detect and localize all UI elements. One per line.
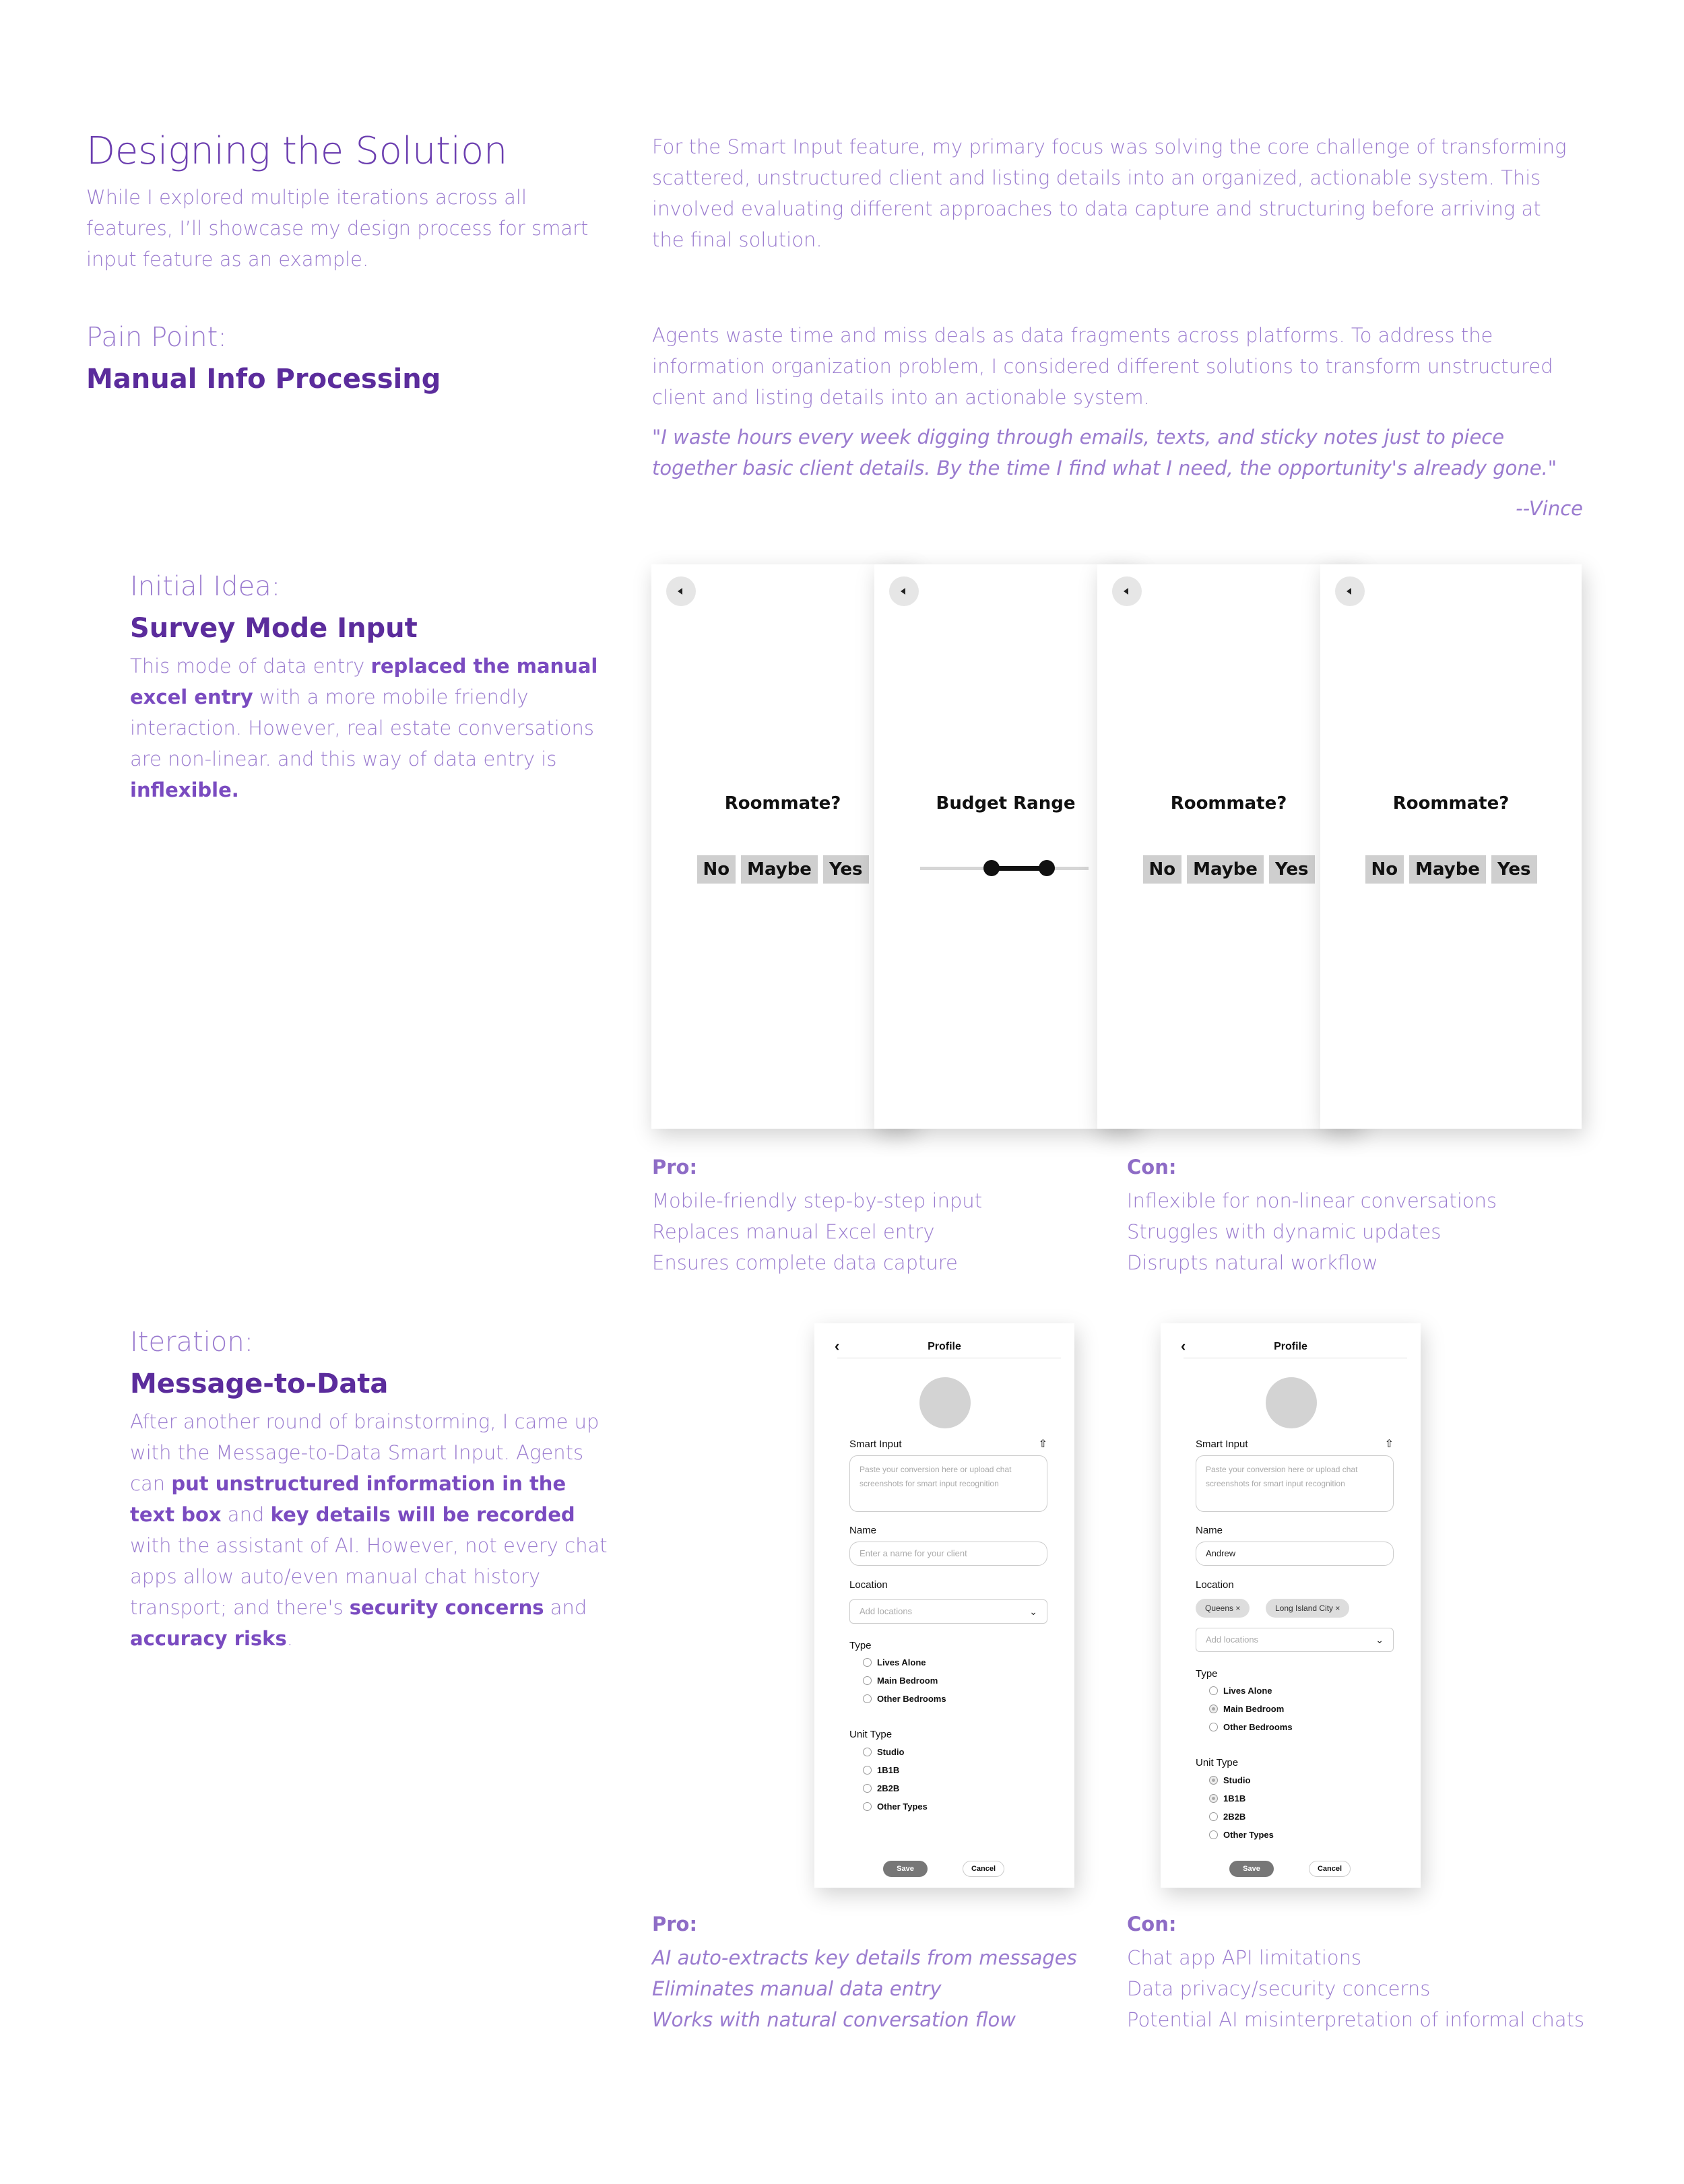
slider-min-handle[interactable] bbox=[983, 860, 1000, 876]
cancel-button[interactable]: Cancel bbox=[963, 1861, 1004, 1877]
pro-item: Replaces manual Excel entry bbox=[652, 1220, 935, 1243]
close-icon[interactable]: × bbox=[1235, 1603, 1241, 1613]
type-option-selected[interactable]: Main Bedroom bbox=[1209, 1704, 1284, 1714]
name-input[interactable]: Andrew bbox=[1196, 1542, 1394, 1566]
pro-item: AI auto-extracts key details from messages bbox=[652, 1946, 1077, 1969]
type-option[interactable]: Lives Alone bbox=[863, 1657, 926, 1667]
location-chip[interactable]: Long Island City × bbox=[1266, 1599, 1349, 1618]
form-title: Profile bbox=[1274, 1341, 1307, 1352]
unit-type-option-selected[interactable]: Studio bbox=[1209, 1775, 1250, 1785]
location-placeholder: Add locations bbox=[1206, 1634, 1259, 1645]
quote-author: --Vince bbox=[1516, 497, 1583, 520]
unit-type-option[interactable]: Other Types bbox=[863, 1801, 928, 1812]
back-arrow-icon[interactable] bbox=[666, 576, 696, 606]
con-item: Struggles with dynamic updates bbox=[1127, 1220, 1442, 1243]
con-item: Data privacy/security concerns bbox=[1127, 1977, 1431, 2000]
radio-icon bbox=[1209, 1812, 1218, 1821]
option-yes[interactable]: Yes bbox=[823, 855, 869, 884]
iteration-text: After another round of brainstorming, I came up with the Message-to-Data Smart Input. Agents can put unstructured information in the text box and key details will be recorded with the assistant of AI. However, not every chat apps allow auto/even manual chat history transport; and there's security concerns and accuracy risks. bbox=[130, 1410, 608, 1650]
initial-idea-label: Initial Idea: bbox=[130, 571, 281, 602]
location-chip[interactable]: Queens × bbox=[1196, 1599, 1250, 1618]
survey-question: Roommate? bbox=[724, 793, 841, 814]
back-arrow-icon[interactable] bbox=[1335, 576, 1365, 606]
user-quote: "I waste hours every week digging through emails, texts, and sticky notes just to piece together basic client details. By the time I find what I need, the opportunity's already gone." bbox=[652, 426, 1557, 479]
smart-input-label: Smart Input bbox=[849, 1438, 902, 1450]
type-label: Type bbox=[849, 1640, 872, 1651]
name-label: Name bbox=[849, 1525, 877, 1536]
pro-list bbox=[652, 1185, 982, 1278]
option-no[interactable]: No bbox=[697, 855, 736, 884]
unit-type-label: Unit Type bbox=[1196, 1757, 1239, 1768]
radio-icon bbox=[863, 1748, 872, 1756]
con-heading: Con: bbox=[1127, 1913, 1177, 1935]
iteration-label: Iteration: bbox=[130, 1327, 254, 1358]
slider-max-handle[interactable] bbox=[1039, 860, 1055, 876]
location-label: Location bbox=[1196, 1579, 1234, 1591]
chevron-down-icon: ⌄ bbox=[1375, 1634, 1384, 1645]
type-option[interactable]: Lives Alone bbox=[1209, 1686, 1272, 1696]
location-select[interactable] bbox=[1196, 1628, 1394, 1652]
radio-icon bbox=[863, 1694, 872, 1703]
option-yes[interactable]: Yes bbox=[1269, 855, 1315, 884]
radio-icon bbox=[863, 1676, 872, 1685]
unit-type-option[interactable]: 1B1B bbox=[863, 1765, 899, 1775]
type-option[interactable]: Other Bedrooms bbox=[1209, 1722, 1293, 1732]
option-maybe[interactable]: Maybe bbox=[1187, 855, 1264, 884]
page-title: Designing the Solution bbox=[86, 129, 508, 173]
name-label: Name bbox=[1196, 1525, 1223, 1536]
pain-point-label: Pain Point: bbox=[86, 322, 227, 353]
option-maybe[interactable]: Maybe bbox=[741, 855, 818, 884]
back-arrow-icon[interactable] bbox=[889, 576, 919, 606]
radio-icon bbox=[863, 1766, 872, 1775]
pro-heading: Pro: bbox=[652, 1156, 698, 1179]
unit-type-option[interactable]: Studio bbox=[863, 1747, 904, 1757]
pro-item: Mobile-friendly step-by-step input bbox=[652, 1189, 983, 1212]
back-arrow-icon[interactable] bbox=[1112, 576, 1142, 606]
radio-icon bbox=[1209, 1830, 1218, 1839]
name-input[interactable]: Enter a name for your client bbox=[849, 1542, 1047, 1566]
upload-icon[interactable]: ⇧ bbox=[1384, 1438, 1394, 1450]
avatar[interactable] bbox=[1266, 1377, 1317, 1428]
con-list bbox=[1127, 1185, 1497, 1278]
focus-text: For the Smart Input feature, my primary focus was solving the core challenge of transforming scattered, unstructured client and listing details into an organized, actionable system. This involved evaluating different approaches to data capture and structuring before arriving at the final solution. bbox=[652, 135, 1567, 251]
survey-question: Roommate? bbox=[1170, 793, 1287, 814]
form-title: Profile bbox=[928, 1341, 961, 1352]
avatar[interactable] bbox=[919, 1377, 971, 1428]
unit-type-label: Unit Type bbox=[849, 1729, 893, 1740]
unit-type-option[interactable]: 2B2B bbox=[1209, 1812, 1245, 1822]
profile-form-empty bbox=[814, 1323, 1074, 1888]
location-label: Location bbox=[849, 1579, 888, 1591]
location-placeholder: Add locations bbox=[860, 1606, 913, 1616]
upload-icon[interactable]: ⇧ bbox=[1038, 1438, 1047, 1450]
save-button[interactable]: Save bbox=[883, 1861, 928, 1877]
initial-idea-text: This mode of data entry replaced the manual excel entry with a more mobile friendly interaction. However, real estate conversations are non-linear. and this way of data entry is inflexible. bbox=[130, 655, 598, 801]
type-option[interactable]: Other Bedrooms bbox=[863, 1694, 946, 1704]
option-maybe[interactable]: Maybe bbox=[1409, 855, 1486, 884]
radio-icon bbox=[1209, 1723, 1218, 1731]
unit-type-option[interactable]: 2B2B bbox=[863, 1783, 899, 1793]
survey-screen-roommate bbox=[1320, 564, 1582, 1129]
budget-range-slider[interactable] bbox=[920, 867, 1089, 870]
intro-text: While I explored multiple iterations across all features, I’ll showcase my design process for smart input feature as an example. bbox=[86, 186, 589, 271]
radio-icon bbox=[863, 1784, 872, 1793]
type-label: Type bbox=[1196, 1668, 1218, 1680]
pain-point-text: Agents waste time and miss deals as data fragments across platforms. To address the information organization problem, I considered different solutions to transform unstructured client and listing details into an actionable system. bbox=[652, 324, 1553, 409]
iteration-title: Message-to-Data bbox=[130, 1368, 389, 1399]
option-yes[interactable]: Yes bbox=[1491, 855, 1537, 884]
location-select[interactable] bbox=[849, 1599, 1047, 1624]
con-item: Potential AI misinterpretation of informal chats bbox=[1127, 2008, 1585, 2031]
cancel-button[interactable]: Cancel bbox=[1309, 1861, 1351, 1877]
pro-item: Eliminates manual data entry bbox=[652, 1977, 942, 2000]
answer-options bbox=[1320, 855, 1582, 884]
con-item: Inflexible for non-linear conversations bbox=[1127, 1189, 1497, 1212]
type-option[interactable]: Main Bedroom bbox=[863, 1676, 938, 1686]
pro-item: Works with natural conversation flow bbox=[652, 2008, 1016, 2031]
pro-heading: Pro: bbox=[652, 1913, 698, 1935]
con-item: Disrupts natural workflow bbox=[1127, 1251, 1378, 1274]
survey-question: Roommate? bbox=[1392, 793, 1510, 814]
con-heading: Con: bbox=[1127, 1156, 1177, 1179]
option-no[interactable]: No bbox=[1365, 855, 1404, 884]
smart-input-label: Smart Input bbox=[1196, 1438, 1248, 1450]
profile-form-filled bbox=[1161, 1323, 1421, 1888]
chevron-down-icon: ⌄ bbox=[1029, 1606, 1037, 1617]
survey-question: Budget Range bbox=[936, 793, 1076, 814]
unit-type-option-selected[interactable]: 1B1B bbox=[1209, 1793, 1245, 1804]
initial-idea-title: Survey Mode Input bbox=[130, 613, 418, 644]
radio-icon bbox=[863, 1802, 872, 1811]
option-no[interactable]: No bbox=[1143, 855, 1182, 884]
pro-list bbox=[652, 1942, 1077, 2035]
radio-icon bbox=[863, 1658, 872, 1667]
pain-point-title: Manual Info Processing bbox=[86, 364, 441, 395]
close-icon[interactable]: × bbox=[1335, 1603, 1340, 1613]
back-chevron-icon[interactable]: ‹ bbox=[1181, 1337, 1186, 1354]
save-button[interactable]: Save bbox=[1229, 1861, 1274, 1877]
con-item: Chat app API limitations bbox=[1127, 1946, 1362, 1969]
smart-input-textarea[interactable]: Paste your conversion here or upload chat screenshots for smart input recognition bbox=[1196, 1455, 1394, 1512]
unit-type-option[interactable]: Other Types bbox=[1209, 1830, 1274, 1840]
radio-selected-icon bbox=[1209, 1794, 1218, 1803]
pro-item: Ensures complete data capture bbox=[652, 1251, 958, 1274]
radio-selected-icon bbox=[1209, 1776, 1218, 1785]
radio-icon bbox=[1209, 1686, 1218, 1695]
smart-input-textarea[interactable]: Paste your conversion here or upload chat screenshots for smart input recognition bbox=[849, 1455, 1047, 1512]
radio-selected-icon bbox=[1209, 1705, 1218, 1713]
con-list bbox=[1127, 1942, 1584, 2035]
back-chevron-icon[interactable]: ‹ bbox=[835, 1337, 840, 1354]
